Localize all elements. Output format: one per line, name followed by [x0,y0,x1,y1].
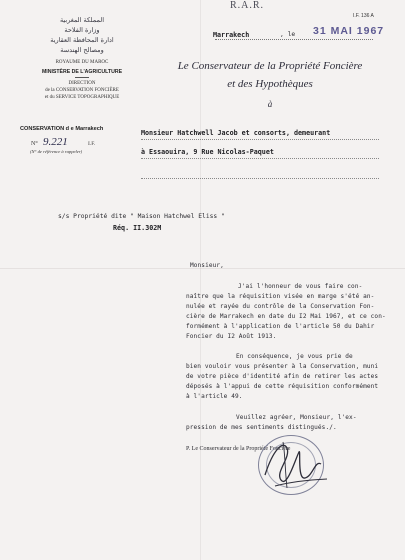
letterhead-royaume: ROYAUME DU MAROC [55,60,109,65]
letterhead-direction1: DIRECTION [68,81,96,86]
body-p1-line1: J'ai l'honneur de vous faire con- [238,283,363,290]
body-p1-line3: nulée et rayée du contrôle de la Conservation Fon- [186,303,375,310]
addressee-rule2 [141,158,379,160]
body-p3-line1: Veuillez agréer, Monsieur, l'ex- [236,414,357,421]
body-p1-line4: cière de Marrakech en date du I2 Mai 1967, et ce con- [186,313,386,320]
title-line3: à [267,99,273,109]
addressee-line1: Monsieur Hatchwell Jacob et consorts, demeurant [141,129,331,137]
addressee-line2: à Essaouira, 9 Rue Nicolas-Paquet [141,148,274,156]
signature-label: P. Le Conservateur de la Propriété Foncière [186,446,291,452]
letterhead-reference-note: (N° de référence à rappeler) [30,149,83,154]
subject-line1: s/s Propriété dite " Maison Hatchwel Eliss " [58,213,225,220]
letterhead-direction2: de la CONSERVATION FONCIÈRE [45,88,119,93]
handwritten-signature [235,430,345,500]
body-p2-line4: déposés à l'appui de cette réquisition conformément [186,383,379,390]
header-ref: I.F. 136 A [353,13,374,19]
body-p1-line5: formément à l'application de l'article 50 du Dahir [186,323,375,330]
body-p1-line6: Foncier du I2 Août 1913. [186,333,277,340]
subject-line2: Réq. II.302M [113,224,162,232]
body-p2-line2: bien vouloir vous présenter à la Conservation, muni [186,363,379,370]
letterhead-arabic-line4: ومصالح الهندسة [60,46,104,54]
letterhead-arabic-line3: ادارة المحافظة العقارية [50,36,114,44]
header-place: Marrakech [213,31,250,39]
header-date-stamp: 31 MAI 1967 [313,25,385,37]
header-rar: R.A.R. [230,0,265,11]
title-line2: et des Hypothèques [227,78,313,90]
letterhead-direction3: et du SERVICE TOPOGRAPHIQUE [44,95,120,100]
addressee-rule1 [141,139,379,141]
header-le: , le [280,31,296,38]
letterhead-number-suffix: I.F. [88,141,96,147]
letterhead-number-value: 9.221 [43,136,68,148]
body-p1-line2: naître que la réquisition visée en marge s'été an- [186,293,375,300]
addressee-rule3 [141,178,379,180]
letterhead-ministere: MINISTÈRE DE L'AGRICULTURE [41,69,123,75]
body-p2-line1: En conséquence, je vous prie de [236,353,353,360]
letterhead-arabic-line1: المملكة المغربية [59,16,105,24]
letterhead-arabic-line2: وزارة الفلاحة [64,26,100,34]
body-p2-line5: à l'article 49. [186,393,243,400]
letterhead-number-label: N° [31,141,38,147]
body-p2-line3: de votre pièce d'identité afin de retirer les actes [186,373,379,380]
body-salutation: Monsieur, [190,262,224,269]
letterhead-conservation: CONSERVATION d e Marrakech [20,126,104,132]
letterhead-divider [75,77,89,78]
title-line1: Le Conservateur de la Propriété Foncière [177,60,363,72]
body-p3-line2: pression de mes sentiments distingués./. [186,424,337,431]
header-date-rule [215,39,373,41]
